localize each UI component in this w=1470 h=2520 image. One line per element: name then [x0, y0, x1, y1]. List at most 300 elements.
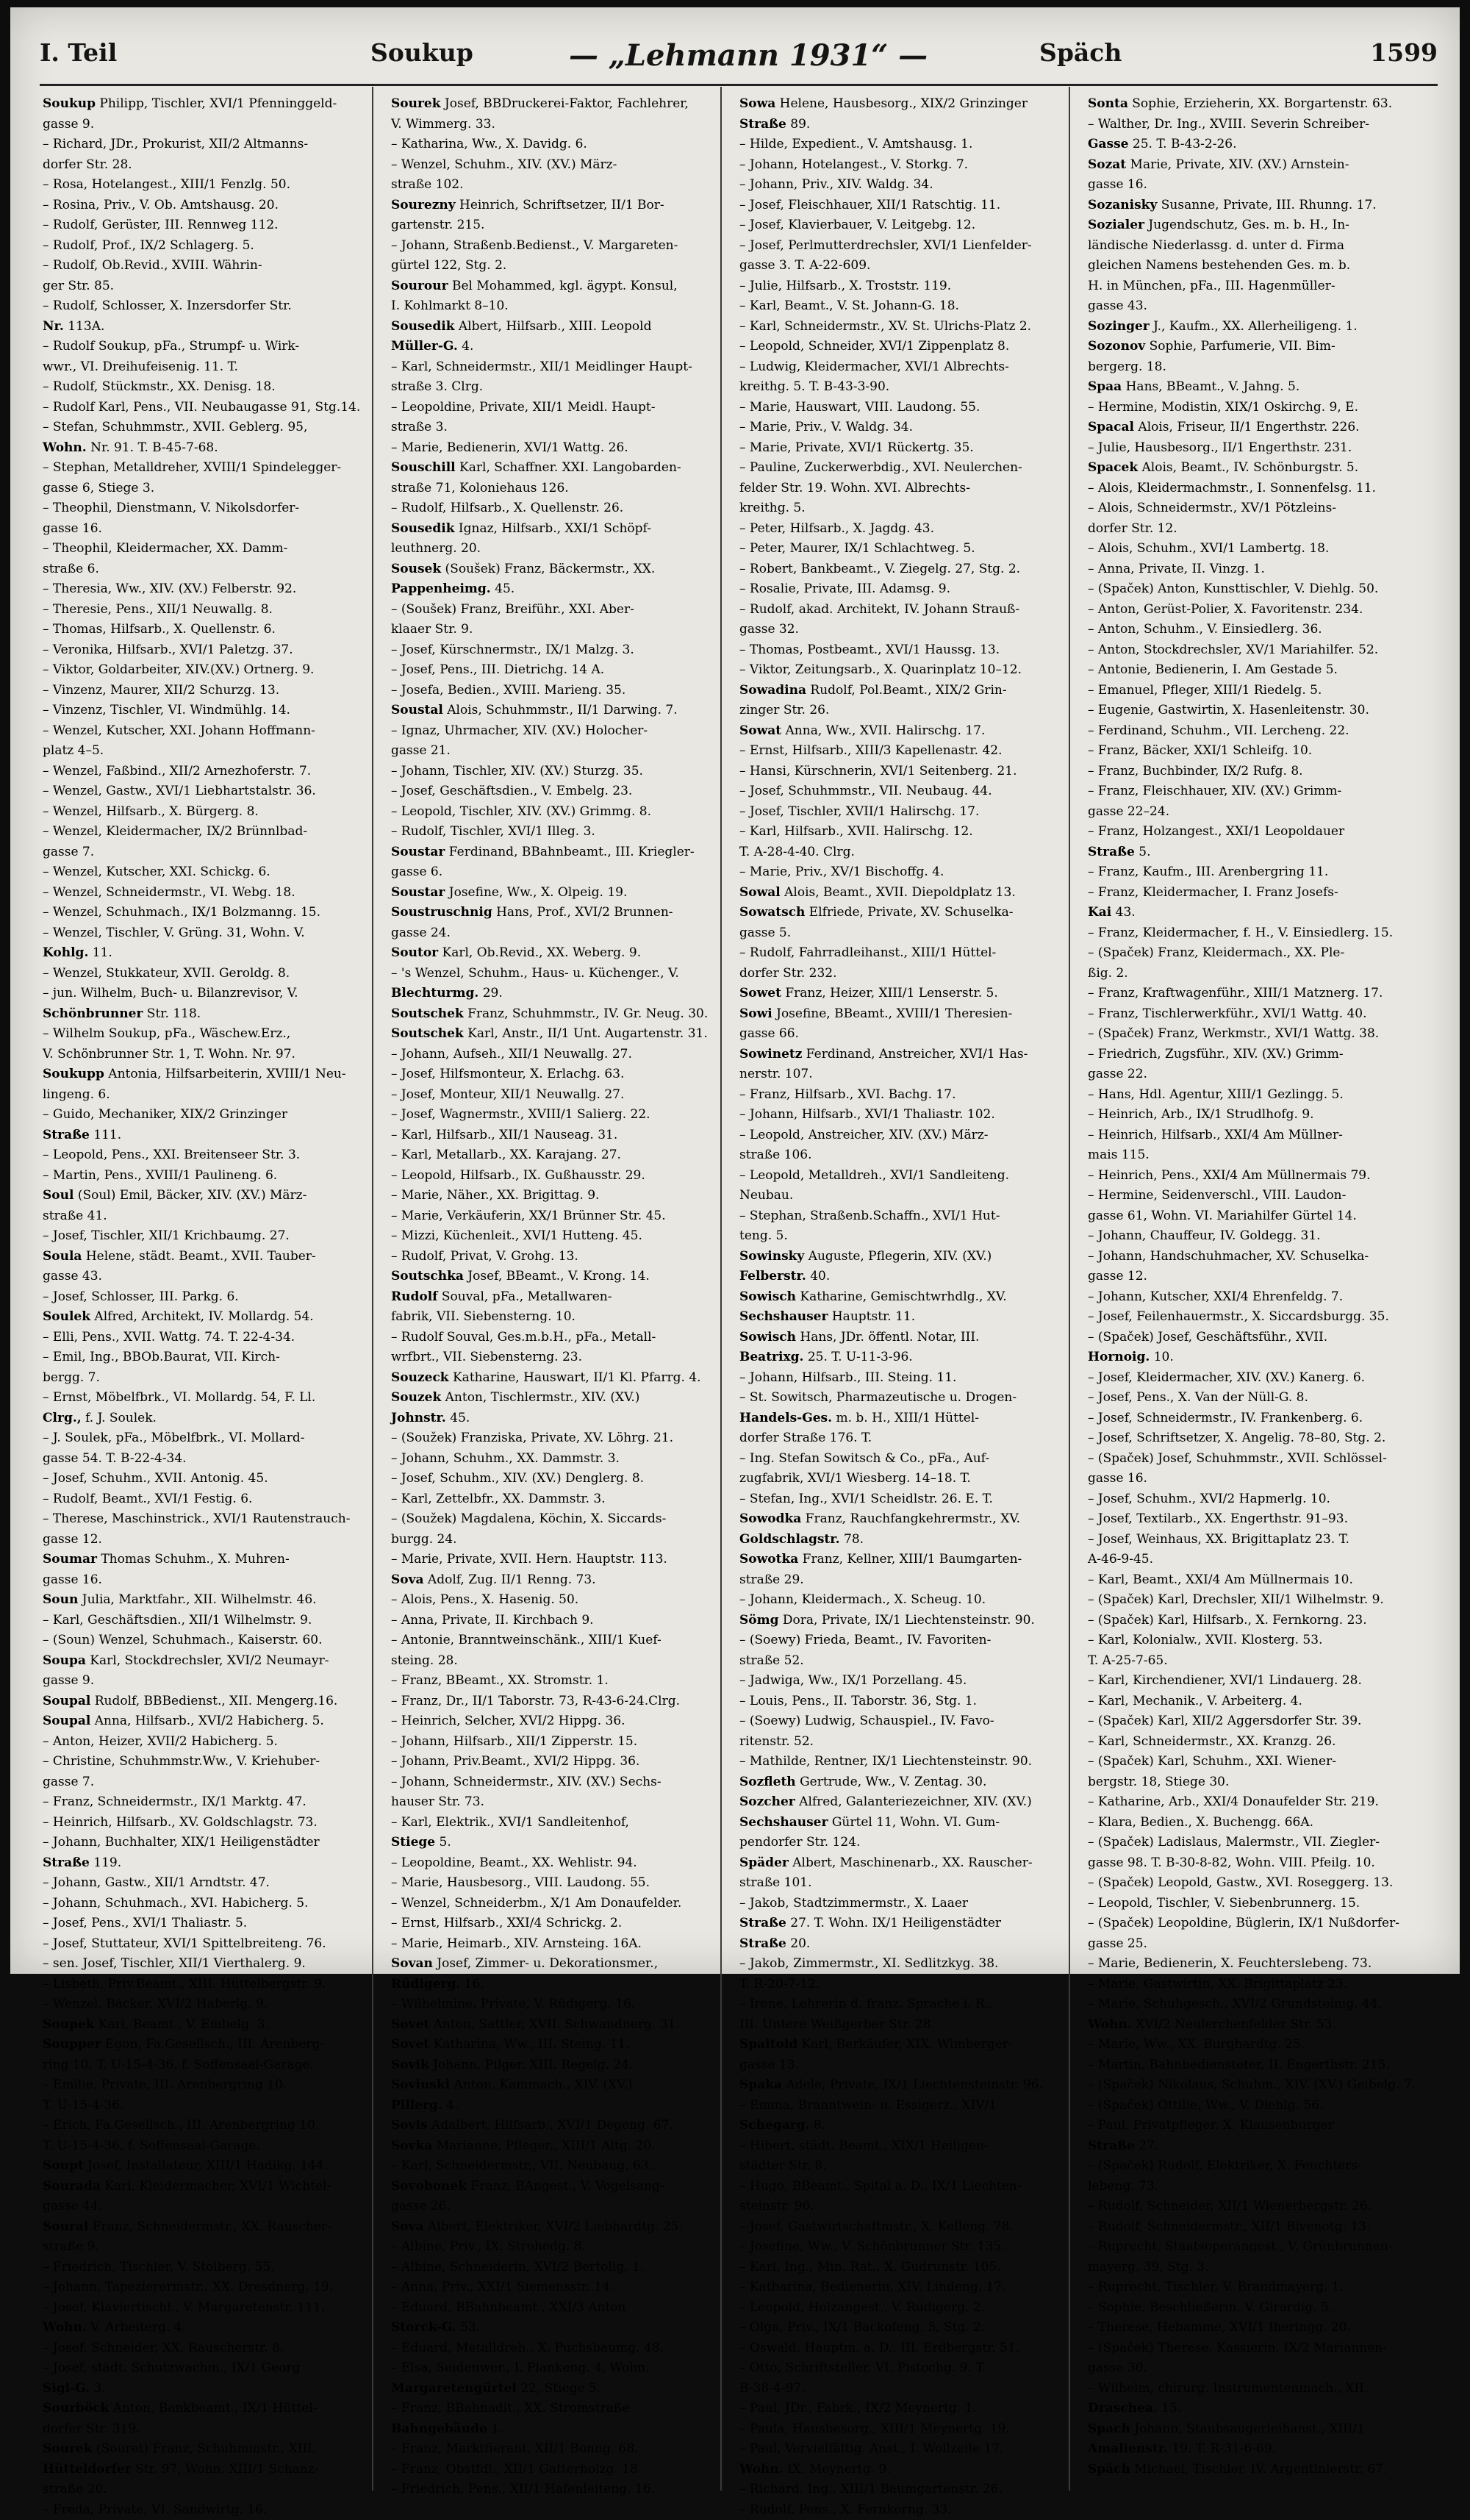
directory-entry-line: gasse 54. T. B-22-4-34. [43, 1449, 365, 1470]
directory-entry-line: gasse 12. [43, 1530, 365, 1550]
directory-entry-line: – Josef, Schneider, XX. Rauscherstr. 8. [43, 2338, 365, 2359]
directory-entry-line: Soukupp Antonia, Hilfsarbeiterin, XVIII/1 Neu- [43, 1064, 365, 1085]
directory-entry-line: – Ludwig, Kleidermacher, XVI/1 Albrechts- [739, 357, 1061, 378]
directory-entry-line: pendorfer Str. 124. [739, 1833, 1061, 1853]
directory-entry-line: bergg. 7. [43, 1368, 365, 1389]
directory-entry-line: Sowotka Franz, Kellner, XIII/1 Baumgarten- [739, 1550, 1061, 1570]
directory-entry-line: – Otto, Schriftsteller, VI. Pistochg. 9. T. [739, 2358, 1061, 2379]
directory-entry-line: Müller-G. 4. [391, 337, 713, 357]
directory-entry-line: – Stefan, Schuhmmstr., XVII. Geblerg. 95, [43, 418, 365, 438]
directory-entry-line: Sourböck Anton, Bankbeamt., IX/1 Hüttel- [43, 2399, 365, 2419]
directory-entry-line: – Friedrich, Zugsführ., XIV. (XV.) Grimm- [1088, 1045, 1410, 1065]
directory-entry-line: – Leopoldine, Private, XII/1 Meidl. Haupt- [391, 398, 713, 418]
directory-entry-line: – Johann, Priv.Beamt., XVI/2 Hippg. 36. [391, 1752, 713, 1772]
directory-entry-line: – Josef, Klaviertischl., V. Margaretenstr. 111, [43, 2298, 365, 2319]
directory-entry-line: Blechturmg. 29. [391, 984, 713, 1004]
directory-entry-line: – Stefan, Ing., XVI/1 Scheidlstr. 26. E. T. [739, 1489, 1061, 1510]
directory-entry-line: – Franz, Kaufm., III. Arenbergring 11. [1088, 862, 1410, 883]
directory-entry-line: – Marie, Ww., XX. Burghardtg. 25. [1088, 2035, 1410, 2055]
directory-entry-line: teng. 5. [739, 1226, 1061, 1247]
directory-entry-line: – Wenzel, Schuhm., XIV. (XV.) März- [391, 155, 713, 176]
directory-entry-line: – Franz, Schneidermstr., IX/1 Marktg. 47. [43, 1792, 365, 1813]
directory-entry-line: – Johann, Gastw., XII/1 Arndtstr. 47. [43, 1873, 365, 1894]
directory-entry-line: hauser Str. 73. [391, 1792, 713, 1813]
directory-entry-line: – Ruprecht, Tischler, V. Brandmayerg. 1. [1088, 2277, 1410, 2298]
directory-entry-line: – Wenzel, Schuhmach., IX/1 Bolzmanng. 15. [43, 903, 365, 923]
directory-entry-line: Spaa Hans, BBeamt., V. Jahng. 5. [1088, 377, 1410, 398]
directory-entry-line: – Peter, Maurer, IX/1 Schlachtweg. 5. [739, 539, 1061, 559]
directory-entry-line: – Heinrich, Hilfsarb., XXI/4 Am Müllner- [1088, 1125, 1410, 1146]
directory-entry-line: Bahngebäude 1. [391, 2419, 713, 2440]
directory-entry-line: – Johann, Chauffeur, IV. Goldegg. 31. [1088, 1226, 1410, 1247]
directory-entry-line: – Anton, Schuhm., V. Einsiedlerg. 36. [1088, 620, 1410, 640]
directory-entry-line: – Lisbeth, Priv.Beamt., XIII. Hüttelbergstr. 9. [43, 1975, 365, 1995]
directory-entry-line: Sourek (Souret) Franz, Schuhmmstr., XIII. [43, 2439, 365, 2460]
directory-entry-line: Soviuski Anton, Kammach., XIV. (XV.) [391, 2075, 713, 2096]
directory-entry-line: – (Soewy) Ludwig, Schauspiel., IV. Favo- [739, 1711, 1061, 1732]
directory-entry-line: – Marie, Schuhgesch., XVI/2 Grundsteinig. 44, [1088, 1994, 1410, 2015]
directory-entry-line: Spaitold Karl, Berkäufer, XIX. Wimberger- [739, 2035, 1061, 2055]
directory-entry-line: – Theresie, Pens., XII/1 Neuwallg. 8. [43, 600, 365, 620]
directory-entry-line: – Rudolf, Beamt., XVI/1 Festig. 6. [43, 1489, 365, 1510]
directory-entry-line: – Vinzenz, Tischler, VI. Windmühlg. 14. [43, 701, 365, 721]
directory-entry-line: Handels-Ges. m. b. H., XIII/1 Hüttel- [739, 1408, 1061, 1429]
directory-entry-line: Sigl-G. 3. [43, 2379, 365, 2399]
directory-entry-line: Sovet Anton, Sattler, XVII. Schwandnerg. 31. [391, 2015, 713, 2036]
directory-entry-line: – Johann, Hilfsarb., XII/1 Zipperstr. 15. [391, 1732, 713, 1753]
directory-entry-line: – Paul, Privatpfleger, X. Klausenburger [1088, 2116, 1410, 2136]
directory-entry-line: Sozcher Alfred, Galanteriezeichner, XIV. (XV.) [739, 1792, 1061, 1813]
directory-entry-line: Sovet Katharina, Ww., III. Steing. 11. [391, 2035, 713, 2055]
directory-entry-line: – (Spaček) Karl, Hilfsarb., X. Fernkorng. 23. [1088, 1611, 1410, 1631]
directory-entry-line: Wohn. IX. Meynertg. 9. [739, 2460, 1061, 2480]
directory-entry-line: – Franz, Bäcker, XXI/1 Schleifg. 10. [1088, 741, 1410, 762]
directory-entry-line: – Rudolf, Hilfsarb., X. Quellenstr. 26. [391, 498, 713, 519]
directory-entry-line: – Karl, Metallarb., XX. Karajang. 27. [391, 1145, 713, 1166]
directory-entry-line: Sousedik Ignaz, Hilfsarb., XXI/1 Schöpf- [391, 519, 713, 540]
directory-entry-line: T. R-20-7-12. [739, 1975, 1061, 1995]
directory-entry-line: – Johann, Aufseh., XII/1 Neuwallg. 27. [391, 1045, 713, 1065]
directory-entry-line: Sowi Josefine, BBeamt., XVIII/1 Theresien- [739, 1004, 1061, 1025]
directory-entry-line: T. U-15-4-36. [43, 2096, 365, 2116]
directory-entry-line: – Josef, Tischler, XVII/1 Halirschg. 17. [739, 802, 1061, 823]
directory-entry-line: – Karl, Hilfsarb., XII/1 Nauseag. 31. [391, 1125, 713, 1146]
directory-entry-line: – Josef, städt. Schutzwachm., IX/1 Georg [43, 2358, 365, 2379]
directory-entry-line: Sozialer Jugendschutz, Ges. m. b. H., In- [1088, 215, 1410, 236]
directory-entry-line: – Johann, Tischler, XIV. (XV.) Sturzg. 35. [391, 762, 713, 782]
directory-entry-line: – Karl, Hilfsarb., XVII. Halirschg. 12. [739, 822, 1061, 842]
directory-entry-line: – Theophil, Kleidermacher, XX. Damm- [43, 539, 365, 559]
directory-entry-line: – Johann, Hotelangest., V. Storkg. 7. [739, 155, 1061, 176]
directory-entry-line: gasse 13. [739, 2055, 1061, 2076]
directory-entry-line: kreithg. 5. [739, 498, 1061, 519]
directory-entry-line: straße 102. [391, 175, 713, 196]
directory-entry-line: B-38-4-97. [739, 2379, 1061, 2399]
directory-entry-line: – (Soušek) Franz, Breiführ., XXI. Aber- [391, 600, 713, 620]
directory-entry-line: gasse 7. [43, 842, 365, 863]
directory-entry-line: Soutschek Franz, Schuhmmstr., IV. Gr. Neug. 30. [391, 1004, 713, 1025]
directory-entry-line: – Rudolf, Prof., IX/2 Schlagerg. 5. [43, 236, 365, 257]
directory-entry-line: – Ernst, Hilfsarb., XIII/3 Kapellenastr. 42. [739, 741, 1061, 762]
directory-entry-line: – Karl, Schneidermstr., XII/1 Meidlinger Haupt- [391, 357, 713, 378]
directory-entry-line: – Sophie, Beschließerin, V. Girardig. 5. [1088, 2298, 1410, 2319]
directory-entry-line: – Josef, Kleidermacher, XIV. (XV.) Kanerg. 6. [1088, 1368, 1410, 1389]
directory-entry-line: gasse 26. [391, 2197, 713, 2217]
directory-entry-line: Sourada Karl, Kleidermacher, XVI/1 Wichtel- [43, 2177, 365, 2197]
directory-entry-line: – Erich, Fa.Gesellsch., III. Arenbergring 10. [43, 2116, 365, 2136]
directory-entry-line: – Therese, Hebamme, XVI/1 Iheringg. 20. [1088, 2318, 1410, 2338]
directory-entry-line: gasse 12. [1088, 1267, 1410, 1287]
directory-entry-line: – Rosa, Hotelangest., XIII/1 Fenzlg. 50. [43, 175, 365, 196]
directory-entry-line: – Eugenie, Gastwirtin, X. Hasenleitenstr. 30. [1088, 701, 1410, 721]
directory-entry-line: – Thomas, Hilfsarb., X. Quellenstr. 6. [43, 620, 365, 640]
directory-entry-line: Sozanisky Susanne, Private, III. Rhunng. 17. [1088, 196, 1410, 216]
directory-entry-line: – Rosina, Priv., V. Ob. Amtshausg. 20. [43, 196, 365, 216]
directory-entry-line: ländische Niederlassg. d. unter d. Firma [1088, 236, 1410, 257]
directory-entry-line: gasse 16. [43, 519, 365, 540]
directory-entry-line: Sova Adolf, Zug. II/1 Renng. 73. [391, 1570, 713, 1591]
directory-entry-line: Hornoig. 10. [1088, 1347, 1410, 1368]
directory-entry-line: – Leopold, Pens., XXI. Breitenseer Str. 3. [43, 1145, 365, 1166]
directory-entry-line: – Josef, Wagnermstr., XVIII/1 Salierg. 22. [391, 1105, 713, 1125]
directory-entry-line: gasse 9. [43, 115, 365, 135]
directory-entry-line: – Josef, Pens., XVI/1 Thaliastr. 5. [43, 1914, 365, 1934]
directory-entry-line: – Rudolf, akad. Architekt, IV. Johann Strauß- [739, 600, 1061, 620]
directory-entry-line: – Emil, Ing., BBOb.Baurat, VII. Kirch- [43, 1347, 365, 1368]
directory-entry-line: Soun Julia, Marktfahr., XII. Wilhelmstr. 46. [43, 1590, 365, 1611]
directory-entry-line: – Johann, Handschuhmacher, XV. Schuselka- [1088, 1247, 1410, 1267]
directory-entry-line: Soul (Soul) Emil, Bäcker, XIV. (XV.) März- [43, 1186, 365, 1206]
directory-entry-line: gasse 98. T. B-30-8-82, Wohn. VIII. Pfeilg. 10. [1088, 1853, 1410, 1874]
directory-entry-line: Pappenheimg. 45. [391, 579, 713, 600]
directory-entry-line: – Johann, Schuhmach., XVI. Habicherg. 5. [43, 1894, 365, 1914]
directory-entry-line: Sousedik Albert, Hilfsarb., XIII. Leopold [391, 317, 713, 337]
directory-entry-line: – Rudolf, Fahrradleihanst., XIII/1 Hüttel- [739, 943, 1061, 964]
directory-column-3 [739, 94, 1061, 2491]
directory-entry-line: ßig. 2. [1088, 964, 1410, 984]
directory-entry-line: – Elli, Pens., XVII. Wattg. 74. T. 22-4-34. [43, 1328, 365, 1348]
directory-entry-line: – Karl, Elektrik., XVI/1 Sandleitenhof, [391, 1813, 713, 1833]
directory-entry-line: – Johann, Kutscher, XXI/4 Ehrenfeldg. 7. [1088, 1287, 1410, 1308]
directory-entry-line: – Rudolf Soukup, pFa., Strumpf- u. Wirk- [43, 337, 365, 357]
directory-entry-line: – Karl, Geschäftsdien., XII/1 Wilhelmstr. 9. [43, 1611, 365, 1631]
directory-entry-line: – (Spaček) Josef, Geschäftsführ., XVII. [1088, 1328, 1410, 1348]
directory-entry-line: ring 10, T. U-15-4-36, f. Soffensaal-Garage. [43, 2055, 365, 2076]
directory-entry-line: – Wenzel, Gastw., XVI/1 Liebhartstalstr. 36. [43, 781, 365, 802]
directory-entry-line: Spach Johann, Staubsaugerleihanst., XIII/1 [1088, 2419, 1410, 2440]
directory-entry-line: – Leopoldine, Beamt., XX. Wehlistr. 94. [391, 1853, 713, 1874]
directory-entry-line: – Johann, Schuhm., XX. Dammstr. 3. [391, 1449, 713, 1470]
directory-entry-line: gartenstr. 215. [391, 215, 713, 236]
directory-entry-line: – Josef, Schuhm., XIV. (XV.) Denglerg. 8. [391, 1469, 713, 1489]
directory-entry-line: – Ing. Stefan Sowitsch & Co., pFa., Auf- [739, 1449, 1061, 1470]
directory-entry-line: – Josef, Schlosser, III. Parkg. 6. [43, 1287, 365, 1308]
directory-entry-line: III. Untere Weißgerber Str. 28. [739, 2015, 1061, 2036]
directory-entry-line: – Anton, Heizer, XVII/2 Habicherg. 5. [43, 1732, 365, 1753]
directory-entry-line: – Theresia, Ww., XIV. (XV.) Felberstr. 92. [43, 579, 365, 600]
directory-entry-line: – Hermine, Seidenverschl., VIII. Laudon- [1088, 1186, 1410, 1206]
directory-entry-line: gasse 32. [739, 620, 1061, 640]
directory-entry-line: – Josef, Klavierbauer, V. Leitgebg. 12. [739, 215, 1061, 236]
directory-entry-line: – Rudolf, Schlosser, X. Inzersdorfer Str. [43, 296, 365, 317]
directory-entry-line: – Guido, Mechaniker, XIX/2 Grinzinger [43, 1105, 365, 1125]
directory-entry-line: Sovis Adalbert, Hilfsarb., XVI/1 Degeng. 67. [391, 2116, 713, 2136]
directory-entry-line: straße 29. [739, 1570, 1061, 1591]
directory-entry-line: ritenstr. 52. [739, 1732, 1061, 1753]
directory-entry-line: – Alois, Kleidermachmstr., I. Sonnenfelsg. 11. [1088, 479, 1410, 499]
directory-entry-line: – Emanuel, Pfleger, XIII/1 Riedelg. 5. [1088, 681, 1410, 701]
directory-entry-line: – Mizzi, Küchenleit., XVI/1 Hutteng. 45. [391, 1226, 713, 1247]
directory-entry-line: T. A-25-7-65. [1088, 1651, 1410, 1672]
directory-entry-line: straße 101. [739, 1873, 1061, 1894]
directory-entry-line: – Franz, Kleidermacher, I. Franz Josefs- [1088, 883, 1410, 903]
directory-entry-line: Souzeck Katharine, Hauswart, II/1 Kl. Pfarrg. 4. [391, 1368, 713, 1389]
directory-entry-line: Sovan Josef, Zimmer- u. Dekorationsmer., [391, 1954, 713, 1975]
directory-entry-line: Sova Albert, Elektriker, XVI/2 Liebhardtg. 25. [391, 2217, 713, 2238]
directory-entry-line: – Josef, Schneidermstr., IV. Frankenberg. 6. [1088, 1408, 1410, 1429]
directory-entry-line: lebeng. 73. [1088, 2177, 1410, 2197]
directory-entry-line: Goldschlagstr. 78. [739, 1530, 1061, 1550]
directory-entry-line: Gasse 25. T. B-43-2-26. [1088, 135, 1410, 155]
directory-entry-line: Sowisch Katharine, Gemischtwrhdlg., XV. [739, 1287, 1061, 1308]
directory-entry-line: Spaka Adele, Private, IX/1 Liechtensteinstr. 96. [739, 2075, 1061, 2096]
directory-entry-line: – Stephan, Straßenb.Schaffn., XVI/1 Hut- [739, 1206, 1061, 1227]
directory-entry-line: – Irene, Lehrerin d. franz. Sprache i. R., [739, 1994, 1061, 2015]
directory-entry-line: – Katharine, Arb., XXI/4 Donaufelder Str. 219. [1088, 1792, 1410, 1813]
directory-entry-line: – Rudolf Karl, Pens., VII. Neubaugasse 91, Stg.14. [43, 398, 365, 418]
directory-entry-line: – Josef, Fleischhauer, XII/1 Ratschtig. 11. [739, 196, 1061, 216]
directory-entry-line: – Marie, Heimarb., XIV. Arnsteing. 16A. [391, 1934, 713, 1955]
directory-entry-line: fabrik, VII. Siebensterng. 10. [391, 1307, 713, 1328]
directory-entry-line: – Josefine, Ww., V. Schönbrunner Str. 135. [739, 2237, 1061, 2258]
directory-entry-line: – Josef, Kürschnermstr., IX/1 Malzg. 3. [391, 640, 713, 661]
directory-entry-line: – Franz, Obstfdl., XII/1 Gatterholzg. 18. [391, 2460, 713, 2480]
directory-entry-line: steinstr. 96. [739, 2197, 1061, 2217]
directory-entry-line: – Heinrich, Hilfsarb., XV. Goldschlagstr. 73. [43, 1813, 365, 1833]
directory-entry-line: – (Spaček) Franz, Kleidermach., XX. Ple- [1088, 943, 1410, 964]
directory-entry-line: gasse 5. [739, 923, 1061, 944]
directory-entry-line: – Franz, Dr., II/1 Taborstr. 73, R-43-6-24.Clrg. [391, 1692, 713, 1712]
directory-entry-line: Sowisch Hans, JDr. öffentl. Notar, III. [739, 1328, 1061, 1348]
directory-entry-line: – Josef, Geschäftsdien., V. Embelg. 23. [391, 781, 713, 802]
directory-entry-line: – Marie, Hauswart, VIII. Laudong. 55. [739, 398, 1061, 418]
directory-entry-line: klaaer Str. 9. [391, 620, 713, 640]
directory-entry-line: I. Kohlmarkt 8–10. [391, 296, 713, 317]
directory-entry-line: – Peter, Hilfsarb., X. Jagdg. 43. [739, 519, 1061, 540]
directory-entry-line: Sousek (Soušek) Franz, Bäckermstr., XX. [391, 559, 713, 580]
directory-entry-line: gasse 16. [1088, 1469, 1410, 1489]
directory-entry-line: – Marie, Private, XVII. Hern. Hauptstr. 113. [391, 1550, 713, 1570]
directory-entry-line: – Albine, Priv., IX. Strohedg. 8. [391, 2237, 713, 2258]
directory-entry-line: gasse 25. [1088, 1934, 1410, 1955]
directory-entry-line: – Julie, Hausbesorg., II/1 Engerthstr. 231. [1088, 438, 1410, 459]
directory-entry-line: – Marie, Hausbesorg., VIII. Laudong. 55. [391, 1873, 713, 1894]
directory-entry-line: Sowet Franz, Heizer, XIII/1 Lenserstr. 5. [739, 984, 1061, 1004]
directory-entry-line: bergstr. 18, Stiege 30. [1088, 1772, 1410, 1793]
directory-entry-line: – Jakob, Stadtzimmermstr., X. Laaer [739, 1894, 1061, 1914]
directory-entry-line: Soupek Karl, Beamt., V. Embelg. 3. [43, 2015, 365, 2036]
directory-entry-line: – Freda, Private, VI. Sandwirtg. 16. [43, 2500, 365, 2520]
directory-entry-line: – Eduard, BBahnbeamt., XXI/3 Anton [391, 2298, 713, 2319]
directory-entry-line: – Karl, Beamt., XXI/4 Am Müllnermais 10. [1088, 1570, 1410, 1591]
directory-entry-line: – Franz, BBahnadit., XX. Stromstraße [391, 2399, 713, 2419]
directory-entry-line: – sen. Josef, Tischler, XII/1 Vierthalerg. 9. [43, 1954, 365, 1975]
directory-entry-line: – Rudolf, Schneidermstr., XII/1 Bivenotg. 13. [1088, 2217, 1410, 2238]
directory-entry-line: gasse 43. [1088, 296, 1410, 317]
directory-entry-line: – Johann, Hilfsarb., XVI/1 Thaliastr. 102. [739, 1105, 1061, 1125]
directory-entry-line: wrfbrt., VII. Siebensterng. 23. [391, 1347, 713, 1368]
directory-entry-line: – Jadwiga, Ww., IX/1 Porzellang. 45. [739, 1671, 1061, 1692]
directory-entry-line: dorfer Str. 319. [43, 2419, 365, 2440]
directory-entry-line: – Franz, Fleischhauer, XIV. (XV.) Grimm- [1088, 781, 1410, 802]
directory-entry-line: – (Spaček) Ladislaus, Malermstr., VII. Ziegler- [1088, 1833, 1410, 1853]
directory-entry-line: – Josef, Gastwirtschaftmstr., X. Kelleng. 78. [739, 2217, 1061, 2238]
directory-entry-line: – (Soužek) Magdalena, Köchin, X. Siccards- [391, 1509, 713, 1530]
directory-entry-line: – Alois, Schneidermstr., XV/1 Pötzleins- [1088, 498, 1410, 519]
directory-entry-line: – Leopold, Anstreicher, XIV. (XV.) März- [739, 1125, 1061, 1146]
first-entry-name: Soukup [370, 38, 473, 67]
directory-entry-line: – Marie, Bedienerin, X. Feuchterslebeng. 73. [1088, 1954, 1410, 1975]
directory-entry-line: – (Soewy) Frieda, Beamt., IV. Favoriten- [739, 1631, 1061, 1651]
directory-entry-line: – Anton, Stockdrechsler, XV/1 Mariahilfer. 52. [1088, 640, 1410, 661]
directory-entry-line: – Karl, Beamt., V. St. Johann-G. 18. [739, 296, 1061, 317]
directory-entry-line: – Karl, Zettelbfr., XX. Dammstr. 3. [391, 1489, 713, 1510]
directory-entry-line: gürtel 122, Stg. 2. [391, 256, 713, 276]
directory-entry-line: Stiege 5. [391, 1833, 713, 1853]
directory-entry-line: – Therese, Maschinstrick., XVI/1 Rautenstrauch- [43, 1509, 365, 1530]
directory-entry-line: Sourezny Heinrich, Schriftsetzer, II/1 Bor- [391, 196, 713, 216]
directory-entry-line: Soupper Egon, Fa.Gesellsch., III. Arenberg- [43, 2035, 365, 2055]
directory-entry-line: – Thomas, Postbeamt., XVI/1 Haussg. 13. [739, 640, 1061, 661]
directory-entry-line: – Katharina, Bedienerin, XIV. Lindeng. 17. [739, 2277, 1061, 2298]
directory-entry-line: gasse 22–24. [1088, 802, 1410, 823]
directory-entry-line: gasse 16. [43, 1570, 365, 1591]
directory-entry-line: – Paul, JDr., Fabrk., IX/2 Meynertg. 1. [739, 2399, 1061, 2419]
directory-entry-line: – (Spaček) Karl, Schuhm., XXI. Wiener- [1088, 1752, 1410, 1772]
directory-entry-line: – Elsa, Seidenwer., I. Plankeng. 4, Wohn. [391, 2358, 713, 2379]
directory-entry-line: – Johann, Buchhalter, XIX/1 Heiligenstädter [43, 1833, 365, 1853]
directory-entry-line: Späder Albert, Maschinenarb., XX. Rauscher- [739, 1853, 1061, 1874]
directory-entry-line: – Josef, Stuttateur, XVI/1 Spittelbreiteng. 76. [43, 1934, 365, 1955]
directory-entry-line: gasse 61, Wohn. VI. Mariahilfer Gürtel 14. [1088, 1206, 1410, 1227]
directory-entry-line: V. Wimmerg. 33. [391, 115, 713, 135]
directory-entry-line: gasse 3. T. A-22-609. [739, 256, 1061, 276]
directory-entry-line: gasse 6. [391, 862, 713, 883]
directory-entry-line: T. A-28-4-40. Clrg. [739, 842, 1061, 863]
directory-entry-line: – (Spaček) Franz, Werkmstr., XVI/1 Wattg. 38. [1088, 1024, 1410, 1045]
directory-column-1 [43, 94, 365, 2491]
directory-entry-line: Sozinger J., Kaufm., XX. Allerheiligeng. 1. [1088, 317, 1410, 337]
directory-entry-line: zugfabrik, XVI/1 Wiesberg. 14–18. T. [739, 1469, 1061, 1489]
directory-entry-line: dorfer Str. 28. [43, 155, 365, 176]
directory-entry-line: – Richard, JDr., Prokurist, XII/2 Altmanns- [43, 135, 365, 155]
directory-entry-line: – Walther, Dr. Ing., XVIII. Severin Schreiber- [1088, 115, 1410, 135]
directory-entry-line: – Anna, Priv., XXI/1 Siemensstr. 14. [391, 2277, 713, 2298]
directory-entry-line: – Rudolf, Ob.Revid., XVIII. Währin- [43, 256, 365, 276]
directory-entry-line: – Richard, Ing., XIII/1 Baumgartenstr. 26. [739, 2480, 1061, 2500]
directory-entry-line: – Josef, Schriftsetzer, X. Angelig. 78–80, Stg. 2. [1088, 1428, 1410, 1449]
directory-entry-line: – Wenzel, Schneiderbm., X/1 Am Donaufelder. [391, 1894, 713, 1914]
directory-entry-line: – Hugo, BBeamt., Spital a. D., IX/1 Liechten- [739, 2177, 1061, 2197]
directory-entry-line: dorfer Str. 12. [1088, 519, 1410, 540]
directory-entry-line: Soukup Philipp, Tischler, XVI/1 Pfenninggeld- [43, 94, 365, 115]
directory-entry-line: Pillerg. 4. [391, 2096, 713, 2116]
directory-entry-line: – Rudolf Souval, Ges.m.b.H., pFa., Metall- [391, 1328, 713, 1348]
directory-entry-line: – Martin, Bahnbediensteter, II. Engerthstr. 215. [1088, 2055, 1410, 2076]
directory-entry-line: – Veronika, Hilfsarb., XVI/1 Paletzg. 37. [43, 640, 365, 661]
directory-entry-line: nerstr. 107. [739, 1064, 1061, 1085]
directory-entry-line: straße 52. [739, 1651, 1061, 1672]
directory-entry-line: – Wenzel, Hilfsarb., X. Bürgerg. 8. [43, 802, 365, 823]
directory-entry-line: dorfer Str. 232. [739, 964, 1061, 984]
directory-entry-line: – Karl, Schneidermstr., VII. Neubaug. 63. [391, 2156, 713, 2177]
directory-entry-line: – Franz, Buchbinder, IX/2 Rufg. 8. [1088, 762, 1410, 782]
directory-entry-line: Soustal Alois, Schuhmmstr., II/1 Darwing. 7. [391, 701, 713, 721]
directory-entry-line: gasse 6, Stiege 3. [43, 479, 365, 499]
directory-entry-line: Soupt Josef, Installateur, XIII/1 Hadikg. 144. [43, 2156, 365, 2177]
directory-entry-line: Johnstr. 45. [391, 1408, 713, 1429]
directory-entry-line: – Hilde, Expedient., V. Amtshausg. 1. [739, 135, 1061, 155]
directory-entry-line: Sozfleth Gertrude, Ww., V. Zentag. 30. [739, 1772, 1061, 1793]
directory-entry-line: Sowat Anna, Ww., XVII. Halirschg. 17. [739, 721, 1061, 742]
directory-entry-line: – (Soun) Wenzel, Schuhmach., Kaiserstr. 60. [43, 1631, 365, 1651]
directory-entry-line: – Ruprecht, Staatsoperangest., V. Grünbrunnen- [1088, 2237, 1410, 2258]
directory-entry-line: Sowa Helene, Hausbesorg., XIX/2 Grinzinger [739, 94, 1061, 115]
directory-entry-line: Sozat Marie, Private, XIV. (XV.) Arnstein- [1088, 155, 1410, 176]
directory-entry-line: Soupal Rudolf, BBBedienst., XII. Mengerg.16. [43, 1692, 365, 1712]
directory-entry-line: – Johann, Schneidermstr., XIV. (XV.) Sechs- [391, 1772, 713, 1793]
directory-entry-line: – Marie, Private, XVI/1 Rückertg. 35. [739, 438, 1061, 459]
directory-entry-line: – Anna, Private, II. Kirchbach 9. [391, 1611, 713, 1631]
directory-entry-line: – Heinrich, Pens., XXI/4 Am Müllnermais 79. [1088, 1166, 1410, 1186]
directory-entry-line: – (Soužek) Franziska, Private, XV. Löhrg. 21. [391, 1428, 713, 1449]
directory-entry-line: Sovka Marianne, Pfleger., XIII/1 Altg. 20. [391, 2136, 713, 2157]
directory-entry-line: Neubau. [739, 1186, 1061, 1206]
directory-entry-line: – Christine, Schuhmmstr.Ww., V. Kriehuber- [43, 1752, 365, 1772]
directory-entry-line: – Franz, Kraftwagenführ., XIII/1 Matznerg. 17. [1088, 984, 1410, 1004]
directory-entry-line: Kohlg. 11. [43, 943, 365, 964]
directory-entry-line: straße 3. Clrg. [391, 377, 713, 398]
directory-entry-line: lingeng. 6. [43, 1085, 365, 1106]
directory-entry-line: – Theophil, Dienstmann, V. Nikolsdorfer- [43, 498, 365, 519]
directory-entry-line: – Johann, Hilfsarb., III. Steing. 11. [739, 1368, 1061, 1389]
directory-entry-line: Soustar Ferdinand, BBahnbeamt., III. Kriegler- [391, 842, 713, 863]
directory-entry-line: – Marie, Näher., XX. Brigittag. 9. [391, 1186, 713, 1206]
directory-entry-line: – Wenzel, Tischler, V. Grüng. 31, Wohn. V. [43, 923, 365, 944]
directory-entry-line: Straße 27. [1088, 2136, 1410, 2157]
directory-entry-line: – Hibert, städt. Beamt., XIX/1 Heiligen- [739, 2136, 1061, 2157]
directory-entry-line: – Wenzel, Kleidermacher, IX/2 Brünnlbad- [43, 822, 365, 842]
directory-column-2 [391, 94, 713, 2491]
directory-entry-line: – Ernst, Hilfsarb., XXI/4 Schrickg. 2. [391, 1914, 713, 1934]
directory-entry-line: – Josef, Feilenhauermstr., X. Siccardsburgg. 35. [1088, 1307, 1410, 1328]
directory-entry-line: Spacek Alois, Beamt., IV. Schönburgstr. 5. [1088, 458, 1410, 479]
directory-entry-line: – Franz, Marktfierant, XII/1 Bonng. 68. [391, 2439, 713, 2460]
directory-entry-line: – Louis, Pens., II. Taborstr. 36, Stg. 1. [739, 1692, 1061, 1712]
directory-entry-line: – Rudolf, Privat, V. Grohg. 13. [391, 1247, 713, 1267]
directory-entry-line: – Viktor, Zeitungsarb., X. Quarinplatz 10–12. [739, 660, 1061, 681]
directory-entry-line: – Heinrich, Arb., IX/1 Strudlhofg. 9. [1088, 1105, 1410, 1125]
directory-entry-line: – Emma, Branntwein- u. Essigerz., XIV/1 [739, 2096, 1061, 2116]
directory-entry-line: – Josef, Schuhmmstr., VII. Neubaug. 44. [739, 781, 1061, 802]
directory-entry-line: straße 9. [43, 2237, 365, 2258]
directory-entry-line: – Karl, Mechanik., V. Arbeiterg. 4. [1088, 1692, 1410, 1712]
page-header [40, 38, 1438, 76]
directory-entry-line: – Karl, Kolonialw., XVII. Klosterg. 53. [1088, 1631, 1410, 1651]
directory-entry-line: – Leopold, Tischler, XIV. (XV.) Grimmg. 8. [391, 802, 713, 823]
directory-entry-line: – jun. Wilhelm, Buch- u. Bilanzrevisor, V. [43, 984, 365, 1004]
directory-entry-line: – Rosalie, Private, III. Adamsg. 9. [739, 579, 1061, 600]
